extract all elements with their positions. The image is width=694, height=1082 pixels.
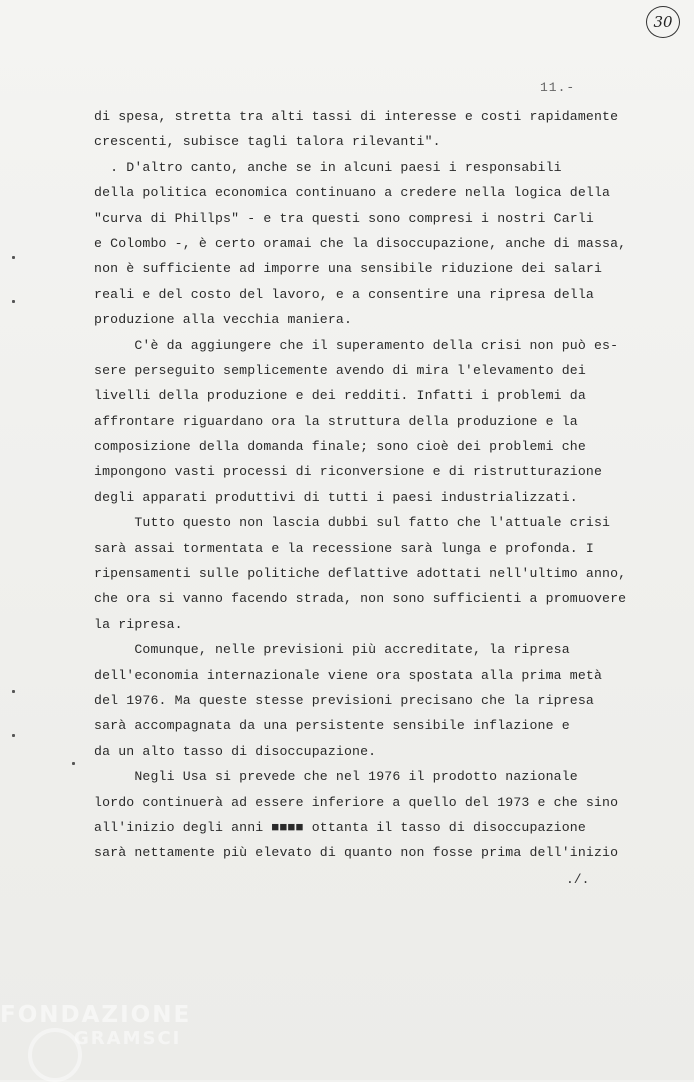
text-line: la ripresa. <box>94 616 183 632</box>
text-line: del 1976. Ma queste stesse previsioni precisano che la ripresa <box>94 692 594 708</box>
margin-mark <box>12 300 15 303</box>
text-line: Comunque, nelle previsioni più accreditate, la ripresa <box>94 642 570 658</box>
text-line: e Colombo -, è certo oramai che la disoccupazione, anche di massa, <box>94 235 627 251</box>
margin-mark <box>12 690 15 693</box>
text-line: non è sufficiente ad imporre una sensibile riduzione dei salari <box>94 261 603 277</box>
text-line: livelli della produzione e dei redditi. Infatti i problemi da <box>94 388 586 404</box>
text-line: sarà nettamente più elevato di quanto non fosse prima dell'inizio <box>94 845 619 861</box>
text-line: lordo continuerà ad essere inferiore a quello del 1973 e che sino <box>94 794 619 810</box>
text-line: della politica economica continuano a credere nella logica della <box>94 185 611 201</box>
text-line: dell'economia internazionale viene ora spostata alla prima metà <box>94 667 603 683</box>
text-line: impongono vasti processi di riconversione e di ristrutturazione <box>94 464 603 480</box>
text-line: Negli Usa si prevede che nel 1976 il prodotto nazionale <box>94 769 578 785</box>
watermark-text: FONDAZIONE <box>0 1002 192 1028</box>
text-line: sere perseguito semplicemente avendo di mira l'elevamento dei <box>94 362 586 378</box>
text-line: Tutto questo non lascia dubbi sul fatto che l'attuale crisi <box>94 515 611 531</box>
text-line: composizione della domanda finale; sono cioè dei problemi che <box>94 439 586 455</box>
text-line: produzione alla vecchia maniera. <box>94 312 353 328</box>
text-line: affrontare riguardano ora la struttura della produzione e la <box>94 413 578 429</box>
text-line: C'è da aggiungere che il superamento della crisi non può es- <box>94 337 619 353</box>
text-line: sarà accompagnata da una persistente sensibile inflazione e <box>94 718 570 734</box>
text-line: crescenti, subisce tagli talora rilevanti". <box>94 134 441 150</box>
text-line: "curva di Phillps" - e tra questi sono compresi i nostri Carli <box>94 210 594 226</box>
text-line: che ora si vanno facendo strada, non sono sufficienti a promuovere <box>94 591 627 607</box>
margin-mark <box>72 762 75 765</box>
text-line: . D'altro canto, anche se in alcuni paesi i responsabili <box>94 159 562 175</box>
text-line: degli apparati produttivi di tutti i paesi industrializzati. <box>94 489 578 505</box>
text-line: ripensamenti sulle politiche deflattive adottati nell'ultimo anno, <box>94 566 627 582</box>
continuation-mark: ./. <box>566 872 590 887</box>
page-number: 11.- <box>540 80 576 95</box>
archive-page-number-circled: 30 <box>646 6 680 38</box>
text-line: all'inizio degli anni ■■■■ ottanta il tasso di disoccupazione <box>94 819 586 835</box>
text-line: di spesa, stretta tra alti tassi di interesse e costi rapidamente <box>94 109 619 124</box>
text-line: sarà assai tormentata e la recessione sarà lunga e profonda. I <box>94 540 594 556</box>
typewritten-body <box>94 104 654 866</box>
margin-mark <box>12 256 15 259</box>
margin-mark <box>12 734 15 737</box>
text-line: da un alto tasso di disoccupazione. <box>94 743 377 759</box>
text-line: reali e del costo del lavoro, e a consentire una ripresa della <box>94 286 594 302</box>
watermark-text: GRAMSCI <box>74 1028 182 1049</box>
